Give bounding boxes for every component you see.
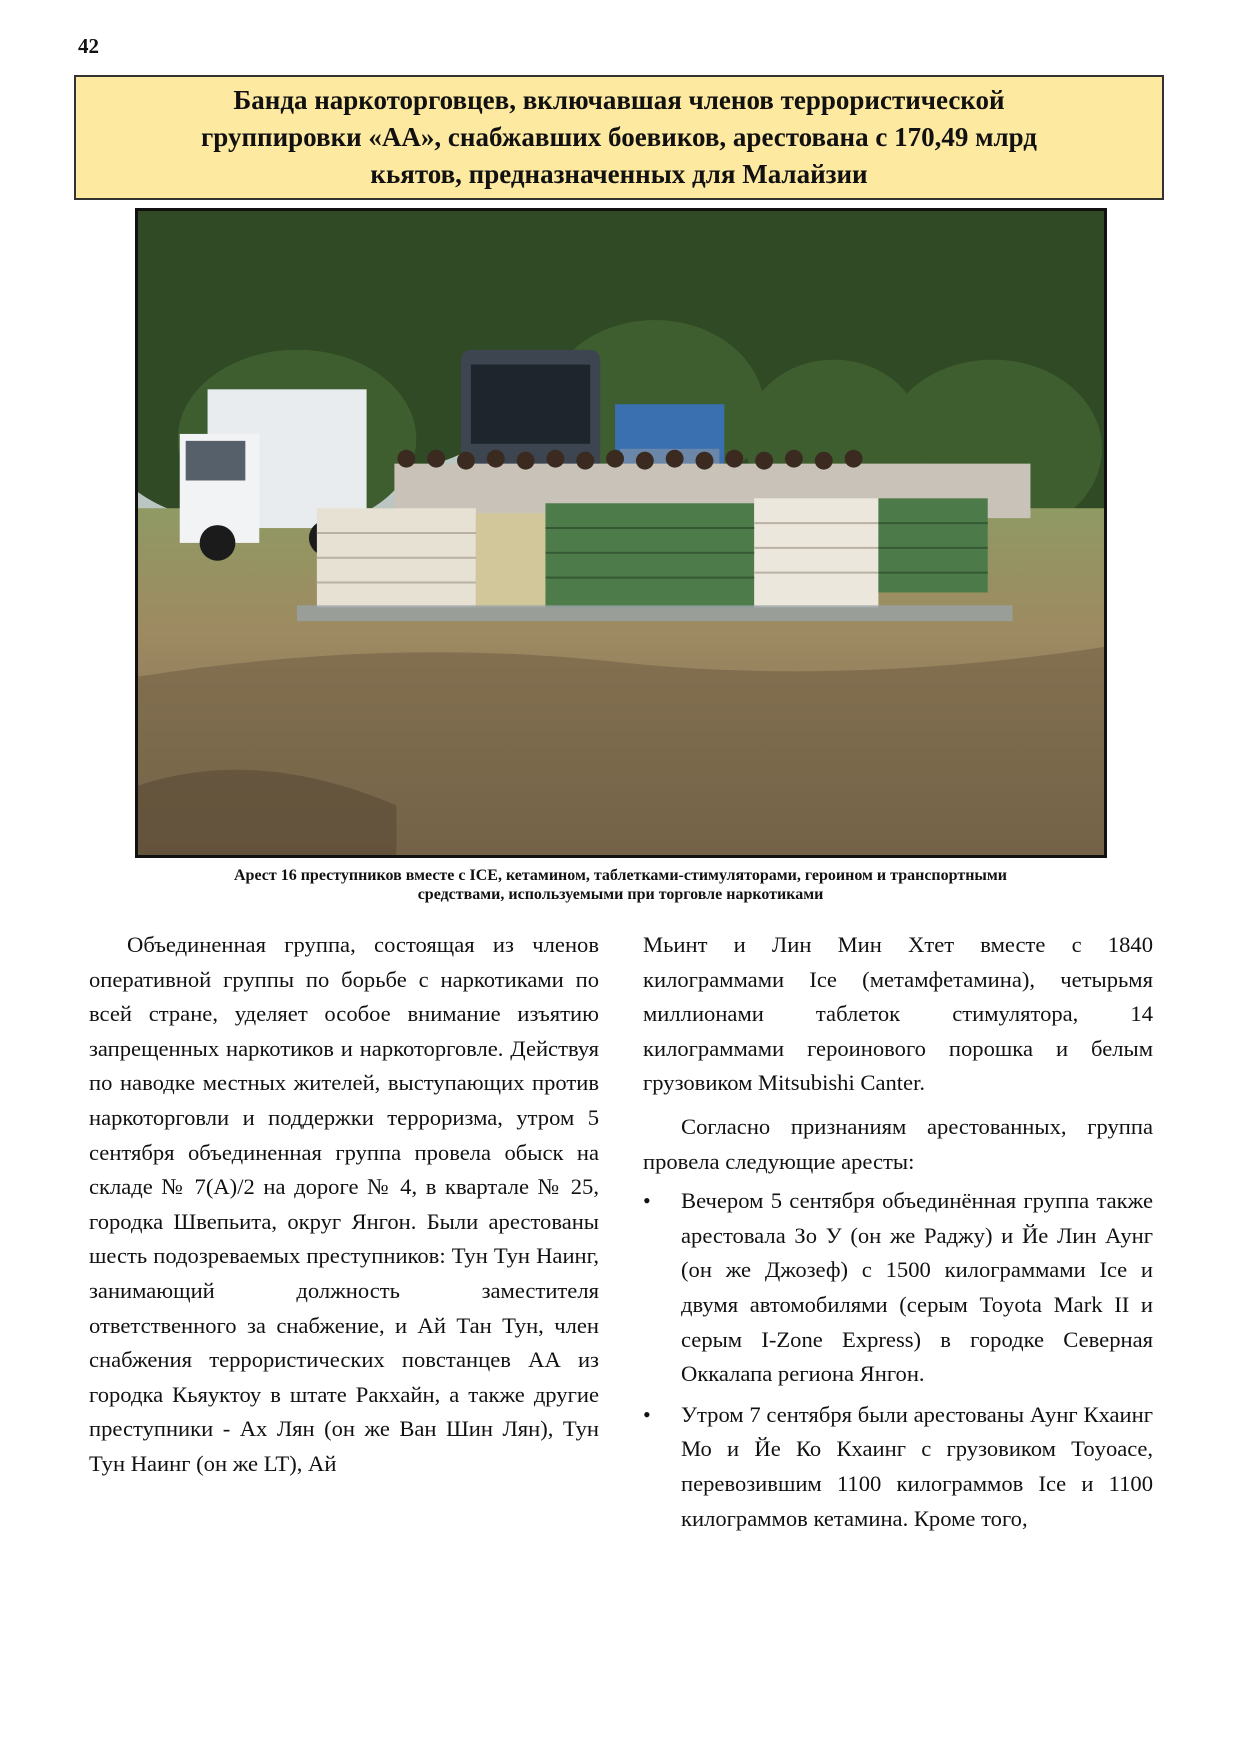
left-column (89, 928, 599, 1482)
title-line: Банда наркоторговцев, включавшая членов террористической (233, 85, 1005, 115)
caption-line: средствами, используемыми при торговле наркотиками (417, 886, 824, 903)
article-title (201, 82, 1037, 193)
right-column (643, 928, 1153, 1542)
photo-caption (100, 866, 1141, 904)
caption-line: Арест 16 преступников вместе с ICE, кетамином, таблетками-стимуляторами, героином и транспортными (233, 867, 1008, 884)
page-number: 42 (78, 34, 99, 58)
body-paragraph-continuation: Мьинт и Лин Мин Хтет вместе с 1840 килограммами Ice (метамфетамина), четырьмя миллионами таблеток стимулятора, 14 килограммами героинового порошка и белым грузовиком Mitsubishi Canter. (643, 932, 1153, 1096)
body-paragraph: Согласно признаниям арестованных, группа провела следующие аресты: (643, 1113, 1153, 1174)
body-paragraph: Объединенная группа, состоящая из членов оперативной группы по борьбе с наркотиками по всей стране, уделяет особое внимание изъятию запрещенных наркотиков и наркоторговле. Действуя по наводке местных жителей, выступающих против наркоторговли и поддержки терроризма, утром 5 сентября объединенная группа провела обыск на складе № 7(A)/2 на дороге № 4, в квартале № 25, городка Швепьита, округ Янгон. Были арестованы шесть подозреваемых преступников: Тун Тун Наинг, занимающий должность заместителя ответственного за снабжение, и Ай Тан Тун, член снабжения террористических повстанцев АА из городка Кьяуктоу в штате Ракхайн, а также другие преступники - Ах Лян (он же Ван Шин Лян), Тун Тун Наинг (он же LT), Ай (89, 932, 599, 1476)
title-line: кьятов, предназначенных для Малайзии (370, 159, 868, 189)
arrests-list (643, 1184, 1153, 1536)
photo-image (138, 211, 1104, 855)
article-title-box (74, 75, 1164, 200)
title-line: группировки «АА», снабжавших боевиков, арестована с 170,49 млрд (201, 122, 1037, 152)
list-item: • Вечером 5 сентября объединённая группа также арестовала Зо У (он же Раджу) и Йе Лин Аунг (он же Джозеф) с 1500 килограммами Ice и двумя автомобилями (серым Toyota Mark II и серым I-Zone Express) в городке Северная Оккалапа региона Янгон. (643, 1184, 1153, 1392)
list-item: • Утром 7 сентября были арестованы Аунг Кхаинг Мо и Йе Ко Кхаинг с грузовиком Toyoace, перевозившим 1100 килограммов Ice и 1100 килограммов кетамина. Кроме того, (643, 1398, 1153, 1536)
news-photo (135, 208, 1107, 858)
